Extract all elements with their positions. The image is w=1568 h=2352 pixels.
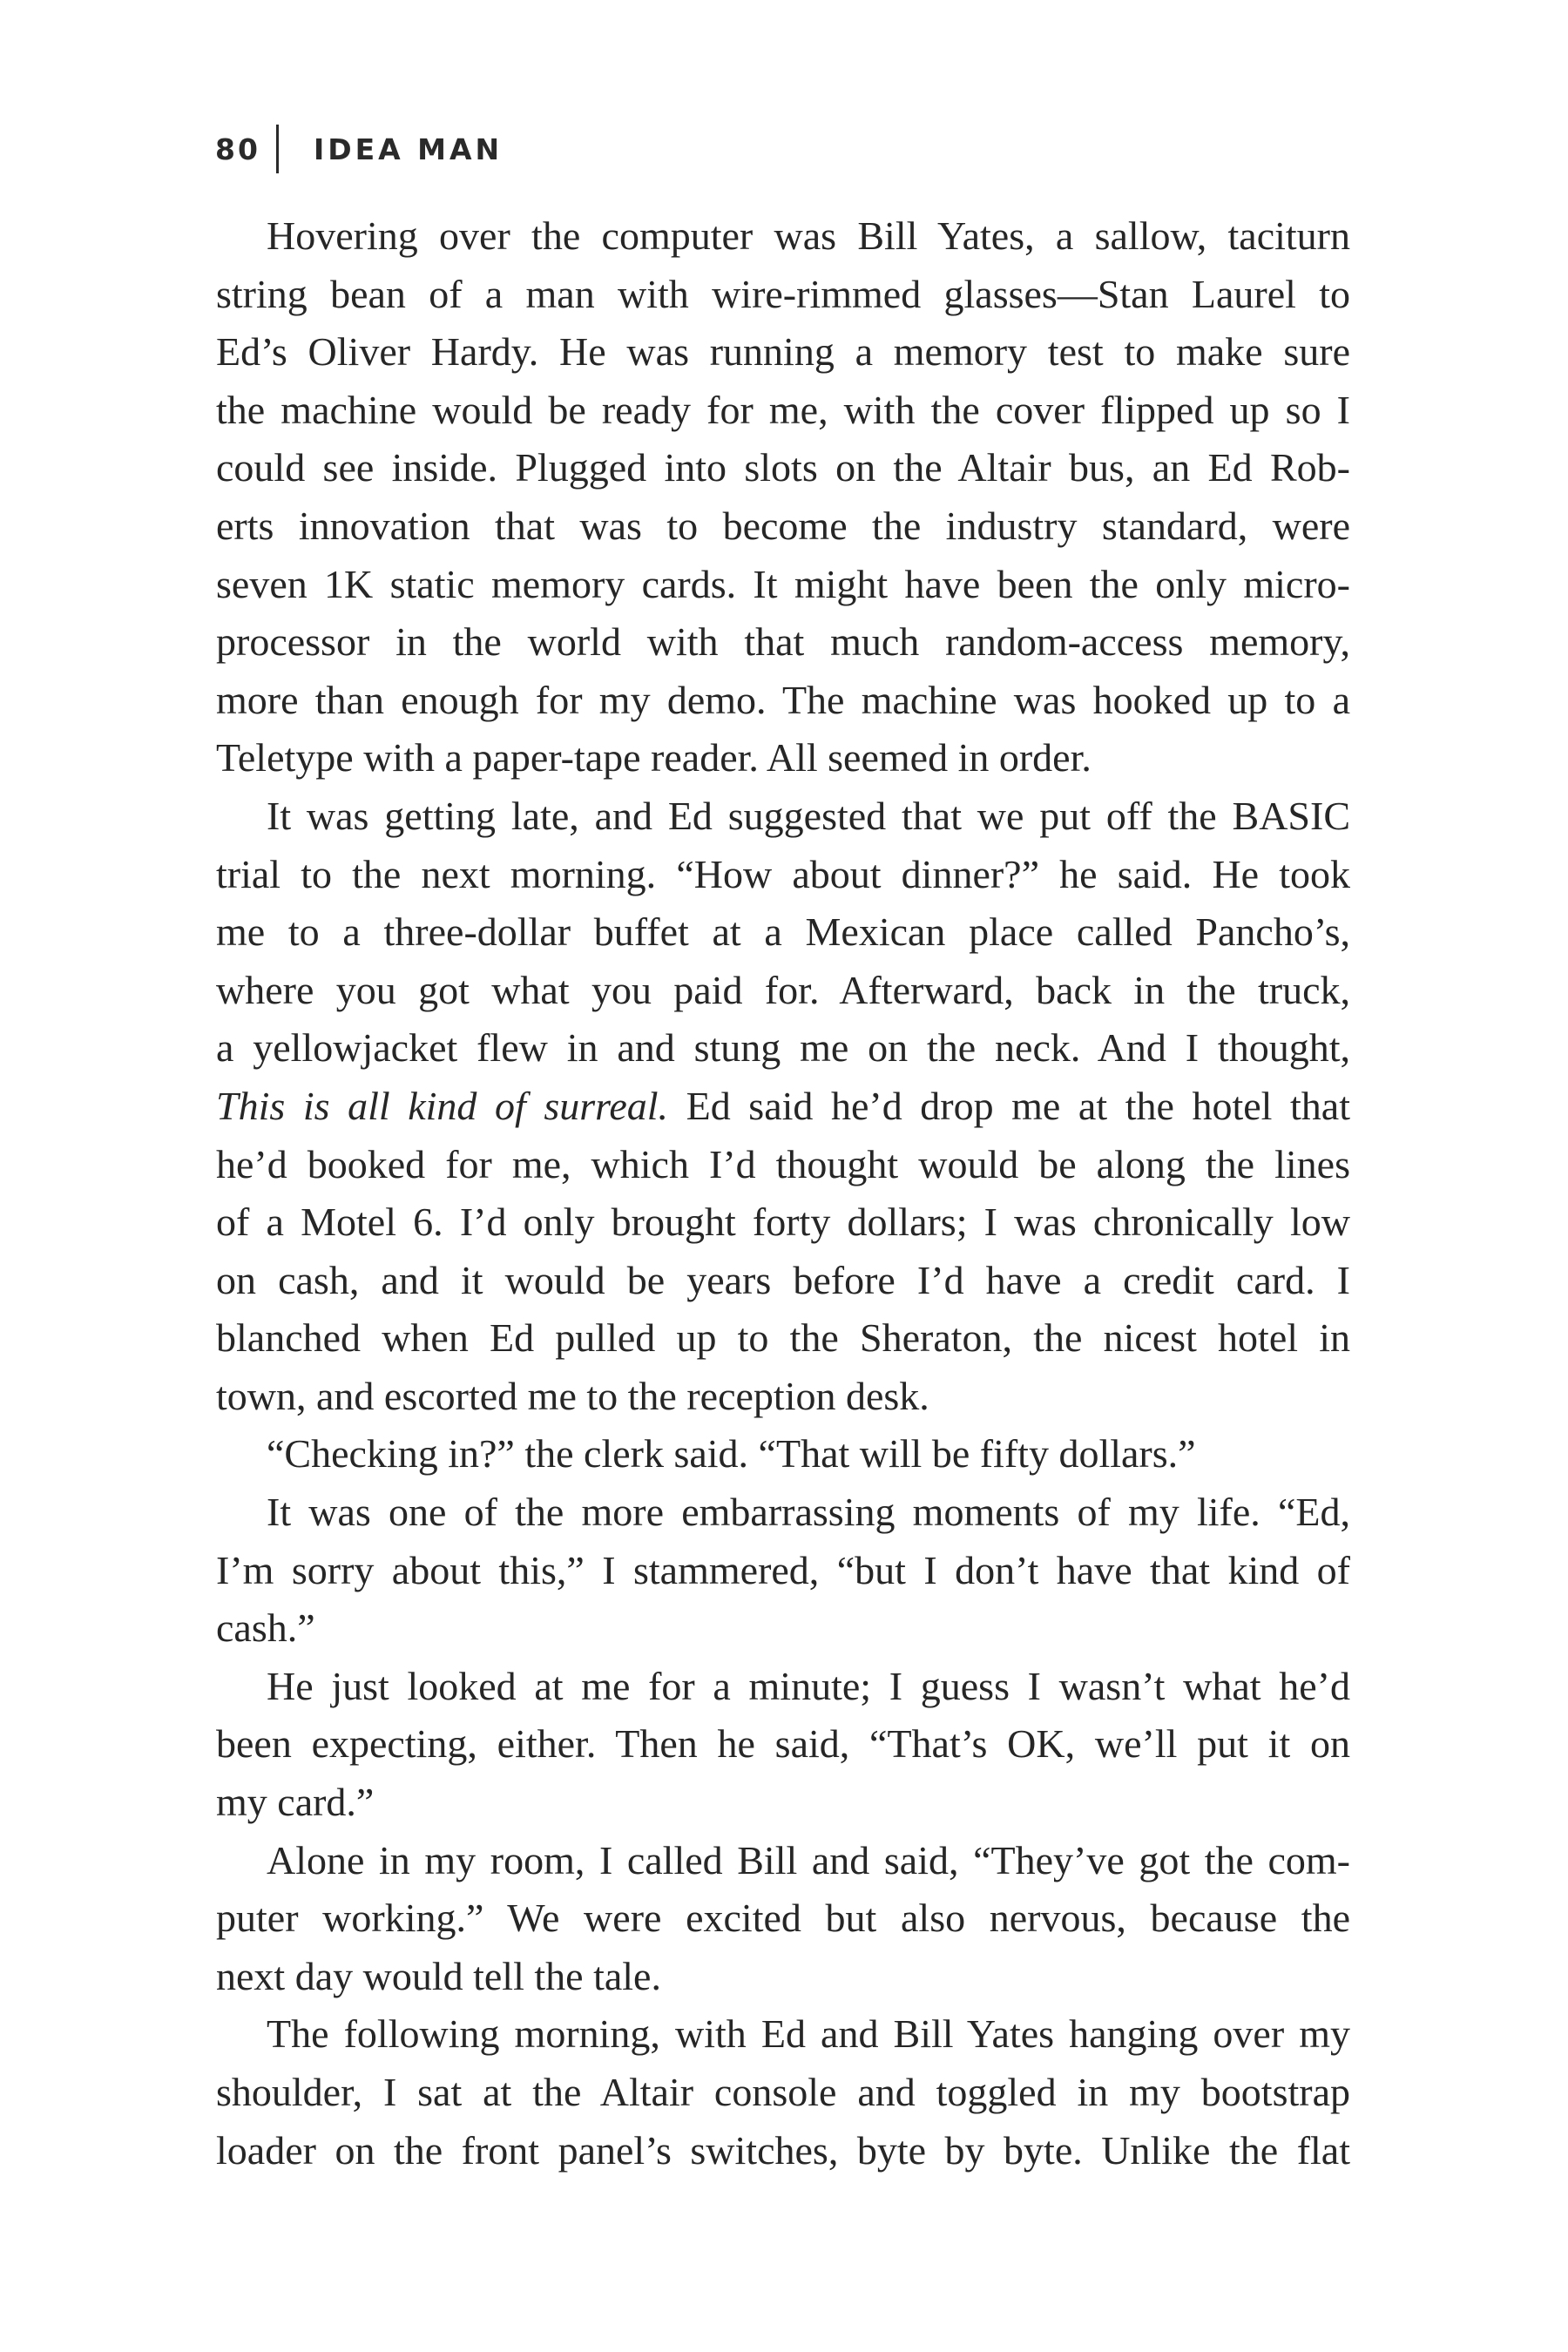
text-line: The following morning, with Ed and Bill Yates hanging over my [267, 2011, 1350, 2057]
text-line: puter working.” We were excited but also nervous, because the [216, 1896, 1350, 1941]
paragraph [216, 1658, 1350, 1832]
text-line: shoulder, I sat at the Altair console and toggled in my bootstrap [216, 2070, 1350, 2114]
text-line: Ed’s Oliver Hardy. He was running a memory test to make sure [216, 329, 1350, 375]
text-line: string bean of a man with wire-rimmed glasses—Stan Laurel to [216, 271, 1350, 316]
text-line: erts innovation that was to become the industry standard, were [216, 503, 1350, 548]
text-line: of a Motel 6. I’d only brought forty dollars; I was chronically low [216, 1200, 1350, 1245]
text-line: He just looked at me for a minute; I guess I wasn’t what he’d [267, 1663, 1350, 1708]
text-line: blanched when Ed pulled up to the Sheraton, the nicest hotel in [216, 1315, 1350, 1361]
italic-phrase: This is all kind of surreal. [216, 1083, 669, 1128]
text-line: seven 1K static memory cards. It might have been the only micro- [216, 561, 1350, 606]
paragraph [216, 1484, 1350, 1658]
text-line: “Checking in?” the clerk said. “That will be fifty dollars.” [267, 1431, 1196, 1477]
text-line: a yellowjacket flew in and stung me on the neck. And I thought, [216, 1025, 1350, 1071]
paragraph [216, 787, 1350, 1426]
text-run: Ed said he’d drop me at the hotel that [668, 1083, 1350, 1128]
text-line: he’d booked for me, which I’d thought would be along the lines [216, 1141, 1350, 1186]
text-line: Teletype with a paper-tape reader. All seemed in order. [216, 735, 1092, 781]
text-line: cash.” [216, 1605, 315, 1651]
text-line: Alone in my room, I called Bill and said, “They’ve got the com- [267, 1837, 1350, 1882]
paragraph [216, 207, 1350, 787]
text-line: my card.” [216, 1780, 375, 1825]
page-number: 80 [215, 132, 260, 166]
paragraph [216, 1832, 1350, 2006]
text-line: trial to the next morning. “How about dinner?” he said. He took [216, 851, 1350, 896]
text-line: town, and escorted me to the reception desk. [216, 1373, 929, 1418]
text-line-with-italic [216, 1078, 1350, 1136]
text-line: I’m sorry about this,” I stammered, “but I don’t have that kind of [216, 1547, 1350, 1592]
text-line: loader on the front panel’s switches, byte by byte. Unlike the flat [216, 2127, 1350, 2173]
text-line: could see inside. Plugged into slots on the Altair bus, an Ed Rob- [216, 445, 1350, 490]
text-line: on cash, and it would be years before I’d have a credit card. I [216, 1257, 1350, 1302]
text-line: processor in the world with that much random-access memory, [216, 619, 1350, 665]
text-line: It was one of the more embarrassing moments of my life. “Ed, [267, 1490, 1350, 1535]
text-line: It was getting late, and Ed suggested that we put off the BASIC [267, 793, 1350, 838]
text-line: more than enough for my demo. The machine was hooked up to a [216, 677, 1350, 722]
text-line: next day would tell the tale. [216, 1953, 661, 1998]
running-header [215, 125, 503, 173]
running-title: IDEA MAN [313, 132, 504, 166]
text-line: been expecting, either. Then he said, “That’s OK, we’ll put it on [216, 1721, 1350, 1767]
paragraph [216, 1425, 1350, 1484]
text-line: me to a three-dollar buffet at a Mexican place called Pancho’s, [216, 909, 1350, 955]
text-line: the machine would be ready for me, with the cover flipped up so I [216, 387, 1350, 432]
paragraph [216, 2005, 1350, 2180]
body-text [216, 207, 1350, 2180]
text-line: Hovering over the computer was Bill Yates, a sallow, taciturn [267, 213, 1350, 258]
text-line: where you got what you paid for. Afterward, back in the truck, [216, 967, 1350, 1012]
